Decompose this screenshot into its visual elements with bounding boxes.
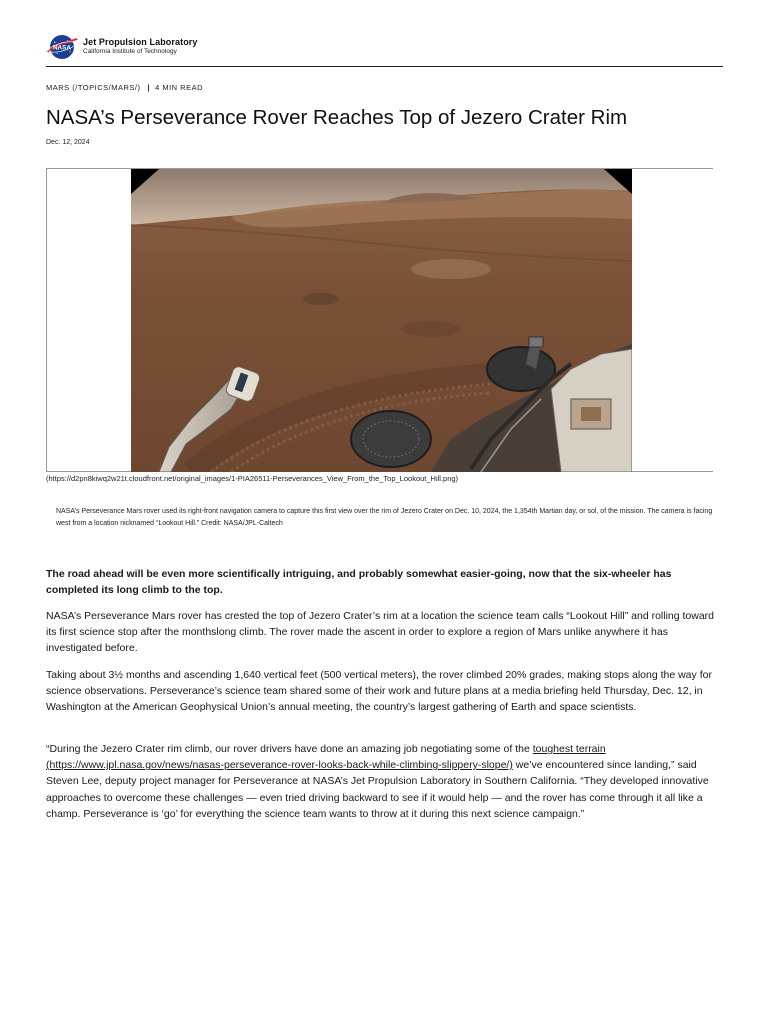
svg-text:NASA: NASA [52,44,72,52]
org-subtitle: California Institute of Technology [83,48,177,55]
paragraph-3-end: we’ve encountered since landing,” said Steven Lee, deputy project manager for Perseverance at NASA’s Jet Propulsion Laboratory in Southern California. “They developed innovative approaches to overcome these challenges — even tried driving backward to see if it would help — and the rover has come through it all like a champ. Perseverance is ‘go’ for everything the science team wants to throw at it during this next science campaign.” [46,759,709,820]
nasa-logo-icon[interactable] [46,34,78,60]
image-caption: NASA’s Perseverance Mars rover used its right-front navigation camera to capture this first view over the rim of Jezero Crater on Dec. 10, 2024, the 1,354th Martian day, or sol, of the mission. The camera is facing west from a location nicknamed “Lookout Hill.” Credit: NASA/JPL-Caltech [56,508,713,527]
paragraph-2: Taking about 3½ months and ascending 1,640 vertical feet (500 vertical meters), the rover climbed 20% grades, making stops along the way for science observations. Perseverance’s science team shared some of their work and future plans at a media briefing held Thursday, Dec. 12, in Washington at the American Geophysical Union’s annual meeting, the country’s largest gathering of Earth and space scientists. [46,669,712,714]
paragraph-1: NASA’s Perseverance Mars rover has crested the top of Jezero Crater’s rim at a location the science team calls “Lookout Hill” and rolling toward its first science stop after the monthslong climb. The rover made the ascent in order to explore a region of Mars unlike anywhere it has investigated before. [46,610,715,655]
org-name[interactable]: Jet Propulsion Laboratory [83,37,198,47]
site-header [46,32,723,67]
read-time: 4 MIN READ [155,83,203,92]
article-meta [46,83,203,92]
toughest-terrain-link[interactable]: toughest terrain (https://www.jpl.nasa.gov/news/nasas-perseverance-rover-looks-back-while-climbing-slippery-slope/) [46,743,606,772]
mars-rover-photo[interactable] [131,169,632,472]
article-lead: The road ahead will be even more scientifically intriguing, and probably somewhat easier-going, now that the six-wheeler has completed its long climb to the top. [46,568,672,597]
page-title: NASA’s Perseverance Rover Reaches Top of Jezero Crater Rim [46,106,628,129]
image-source-link[interactable]: (https://d2pn8kiwq2w21t.cloudfront.net/original_images/1-PIA26511-Perseverances_View_From_the_Top_Lookout_Hill.png) [46,474,459,483]
paragraph-3-start: “During the Jezero Crater rim climb, our rover drivers have done an amazing job negotiating some of the [46,743,533,755]
publish-date: Dec. 12, 2024 [46,139,90,146]
paragraph-3 [46,741,716,822]
meta-separator: | [147,83,151,92]
category-link[interactable]: MARS (/TOPICS/MARS/) [46,83,141,92]
